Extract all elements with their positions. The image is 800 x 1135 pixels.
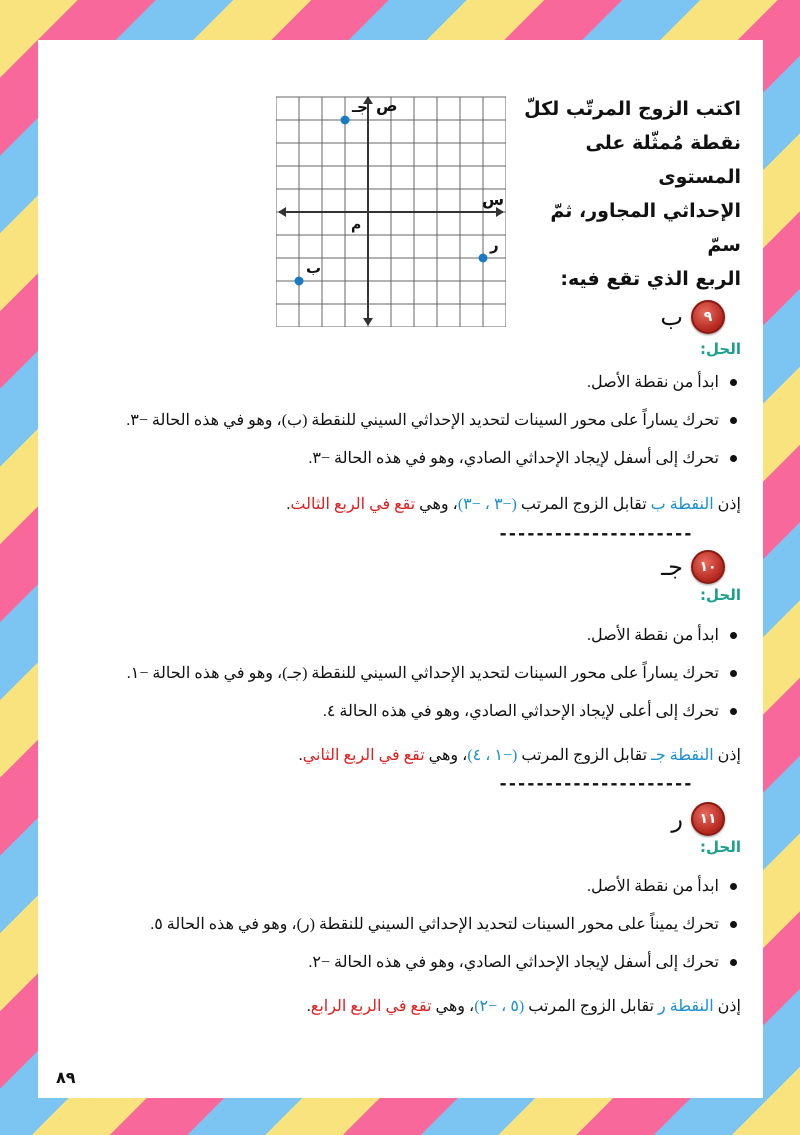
problem-10-conclusion-mid: تقابل الزوج المرتب: [517, 747, 652, 764]
problem-10-step-3: تحرك إلى أعلى لإيجاد الإحداثي الصادي، وهو في هذه الحالة ٤.: [98, 699, 741, 737]
problem-11-step-3: تحرك إلى أسفل لإيجاد الإحداثي الصادي، وهو في هذه الحالة −٢.: [98, 950, 741, 988]
problem-10-quadrant: تقع في الربع الثاني: [302, 747, 425, 764]
point-label: ب: [306, 259, 322, 277]
problem-11-conclusion-end: .: [306, 998, 311, 1015]
problem-9-conclusion-end: .: [286, 496, 291, 513]
problem-9-conclusion-start: إذن: [713, 496, 741, 513]
heading-line-3: الإحداثي المجاور، ثمّ سمّ: [550, 200, 741, 256]
heading-line-2: نقطة مُمثّلة على المستوى: [585, 132, 741, 188]
point-label: جـ: [352, 98, 368, 116]
problem-11-ordered-pair: (٥ ، −٢): [474, 998, 525, 1015]
problem-11-conclusion-point: النقطة ر: [658, 998, 714, 1015]
problem-10-steps: [98, 623, 741, 737]
page-number: ٨٩: [56, 1068, 76, 1087]
separator-2-text: ---------------------: [498, 774, 692, 794]
problem-11-step-1: ابدأ من نقطة الأصل.: [98, 874, 741, 912]
problem-11-header: [671, 802, 725, 836]
heading-line-4: الربع الذي تقع فيه:: [560, 268, 741, 290]
problem-9-quadrant: تقع في الربع الثالث: [290, 496, 416, 513]
problem-11-step-2: تحرك يميناً على محور السينات لتحديد الإحداثي السيني للنقطة (ر)، وهو في هذه الحالة ٥.: [98, 912, 741, 950]
problem-10-ordered-pair: (−١ ، ٤): [467, 747, 518, 764]
problem-10-conclusion-end: .: [298, 747, 303, 764]
problem-9-step-1: ابدأ من نقطة الأصل.: [98, 370, 741, 408]
coordinate-plane: [276, 95, 506, 327]
problem-9-step-2: تحرك يساراً على محور السينات لتحديد الإحداثي السيني للنقطة (ب)، وهو في هذه الحالة −٣.: [98, 408, 741, 446]
origin-label: م: [351, 217, 362, 233]
problem-11-number-badge: ١١: [691, 802, 725, 836]
problem-11-point-letter: ر: [671, 805, 683, 833]
problem-11-steps: [98, 874, 741, 988]
problem-9-conclusion-point: النقطة ب: [650, 496, 714, 513]
problem-9-header: [660, 300, 725, 334]
y-axis-bottom-arrow: [363, 318, 373, 326]
problem-9-conclusion: [78, 494, 741, 514]
problem-9-conclusion-mid: تقابل الزوج المرتب: [516, 496, 651, 513]
point-marker: [295, 277, 304, 286]
exercise-heading: [521, 92, 741, 296]
problem-11-conclusion-and: ، وهي: [431, 998, 475, 1015]
x-axis-left-arrow: [278, 207, 286, 217]
problem-11-quadrant: تقع في الربع الرابع: [310, 998, 432, 1015]
heading-line-1: اكتب الزوج المرتّب لكلّ: [524, 98, 741, 120]
problem-9-solution-label: الحل:: [700, 340, 741, 358]
problem-10-conclusion-point: النقطة جـ: [651, 747, 714, 764]
problem-11-conclusion: [78, 996, 741, 1016]
problem-9-conclusion-and: ، وهي: [415, 496, 458, 513]
point-marker: [341, 116, 350, 125]
point-marker: [479, 254, 488, 263]
problem-9-steps: [98, 370, 741, 484]
y-axis-label: ص: [376, 96, 398, 115]
problem-11-solution-label: الحل:: [700, 838, 741, 856]
problem-10-solution-label: الحل:: [700, 586, 741, 604]
plotted-points: [295, 98, 499, 286]
point-label: ر: [490, 236, 499, 254]
page-paper: [38, 40, 763, 1098]
problem-9-point-letter: ب: [660, 303, 683, 331]
problem-10-step-2: تحرك يساراً على محور السينات لتحديد الإحداثي السيني للنقطة (جـ)، وهو في هذه الحالة −١.: [98, 661, 741, 699]
problem-11-conclusion-start: إذن: [713, 998, 741, 1015]
problem-10-conclusion: [78, 745, 741, 765]
problem-10-step-1: ابدأ من نقطة الأصل.: [98, 623, 741, 661]
problem-10-conclusion-and: ، وهي: [424, 747, 468, 764]
problem-10-number-badge: ١٠: [691, 550, 725, 584]
problem-10-conclusion-start: إذن: [713, 747, 741, 764]
problem-9-number-badge: ٩: [691, 300, 725, 334]
problem-10-point-letter: جـ: [661, 553, 683, 581]
separator-1-text: ---------------------: [498, 524, 692, 544]
problem-9-step-3: تحرك إلى أسفل لإيجاد الإحداثي الصادي، وهو في هذه الحالة −٣.: [98, 446, 741, 484]
x-axis-label: س: [482, 190, 505, 209]
problem-11-conclusion-mid: تقابل الزوج المرتب: [524, 998, 658, 1015]
problem-9-ordered-pair: (−٣ ، −٣): [457, 496, 517, 513]
problem-10-header: [661, 550, 725, 584]
